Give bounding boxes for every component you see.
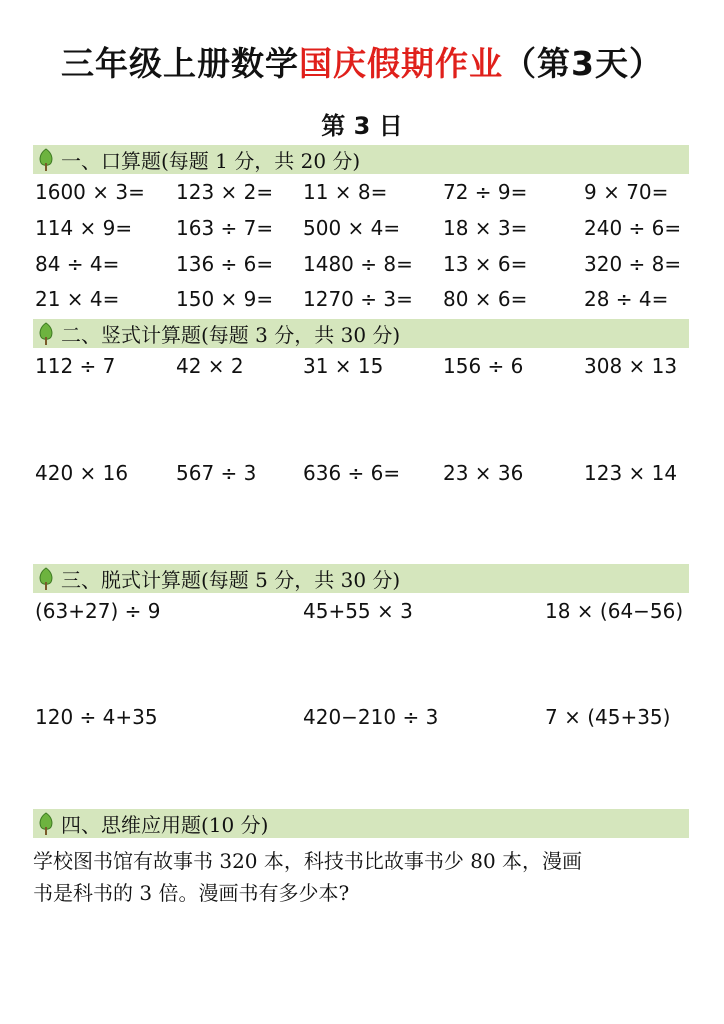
stepwise-item: 18 × (64−56) xyxy=(545,599,684,623)
section-title: 一、口算题(每题 1 分，共 20 分) xyxy=(61,149,361,173)
vertical-item: 23 × 36 xyxy=(443,461,524,485)
oral-item: 72 ÷ 9= xyxy=(443,180,528,204)
section-title: 四、思维应用题(10 分) xyxy=(61,813,269,837)
oral-item: 13 × 6= xyxy=(443,252,528,276)
oral-row-2 xyxy=(0,216,724,246)
oral-row-4 xyxy=(0,287,724,317)
section-header-word-problem xyxy=(33,809,689,838)
section-header-stepwise xyxy=(33,564,689,593)
oral-item: 28 ÷ 4= xyxy=(584,287,669,311)
title-suffix: （第3天） xyxy=(503,44,663,83)
stepwise-row-2 xyxy=(0,705,724,735)
tree-icon xyxy=(35,811,57,837)
vertical-item: 567 ÷ 3 xyxy=(176,461,257,485)
vertical-row-2 xyxy=(0,461,724,491)
stepwise-item: 120 ÷ 4+35 xyxy=(35,705,158,729)
tree-icon xyxy=(35,147,57,173)
oral-item: 123 × 2= xyxy=(176,180,274,204)
stepwise-item: 45+55 × 3 xyxy=(303,599,413,623)
vertical-item: 308 × 13 xyxy=(584,354,678,378)
oral-item: 114 × 9= xyxy=(35,216,133,240)
word-problem-line-1: 学校图书馆有故事书 320 本，科技书比故事书少 80 本，漫画 xyxy=(33,849,583,873)
oral-item: 9 × 70= xyxy=(584,180,669,204)
title-black: 三年级上册数学 xyxy=(61,44,300,83)
vertical-row-1 xyxy=(0,354,724,384)
word-problem xyxy=(33,845,693,909)
vertical-item: 42 × 2 xyxy=(176,354,244,378)
oral-item: 163 ÷ 7= xyxy=(176,216,274,240)
word-problem-line-2: 书是科书的 3 倍。漫画书有多少本? xyxy=(33,881,350,905)
oral-item: 80 × 6= xyxy=(443,287,528,311)
oral-item: 136 ÷ 6= xyxy=(176,252,274,276)
vertical-item: 156 ÷ 6 xyxy=(443,354,524,378)
section-title: 三、脱式计算题(每题 5 分，共 30 分) xyxy=(61,568,401,592)
oral-item: 1480 ÷ 8= xyxy=(303,252,413,276)
tree-icon xyxy=(35,321,57,347)
stepwise-item: 420−210 ÷ 3 xyxy=(303,705,439,729)
oral-item: 1600 × 3= xyxy=(35,180,145,204)
section-header-vertical xyxy=(33,319,689,348)
vertical-item: 31 × 15 xyxy=(303,354,384,378)
oral-item: 21 × 4= xyxy=(35,287,120,311)
vertical-item: 112 ÷ 7 xyxy=(35,354,116,378)
stepwise-row-1 xyxy=(0,599,724,629)
tree-icon xyxy=(35,566,57,592)
oral-item: 150 × 9= xyxy=(176,287,274,311)
vertical-item: 636 ÷ 6= xyxy=(303,461,401,485)
stepwise-item: (63+27) ÷ 9 xyxy=(35,599,161,623)
oral-item: 18 × 3= xyxy=(443,216,528,240)
oral-item: 11 × 8= xyxy=(303,180,388,204)
vertical-item: 123 × 14 xyxy=(584,461,678,485)
oral-item: 84 ÷ 4= xyxy=(35,252,120,276)
oral-row-1 xyxy=(0,180,724,210)
oral-item: 240 ÷ 6= xyxy=(584,216,682,240)
stepwise-item: 7 × (45+35) xyxy=(545,705,671,729)
oral-row-3 xyxy=(0,252,724,282)
section-title: 二、竖式计算题(每题 3 分，共 30 分) xyxy=(61,323,401,347)
section-header-oral xyxy=(33,145,689,174)
oral-item: 320 ÷ 8= xyxy=(584,252,682,276)
title-red: 国庆假期作业 xyxy=(299,44,504,83)
oral-item: 1270 ÷ 3= xyxy=(303,287,413,311)
page-title xyxy=(0,38,724,85)
oral-item: 500 × 4= xyxy=(303,216,401,240)
day-label: 第 3 日 xyxy=(321,112,403,140)
vertical-item: 420 × 16 xyxy=(35,461,129,485)
